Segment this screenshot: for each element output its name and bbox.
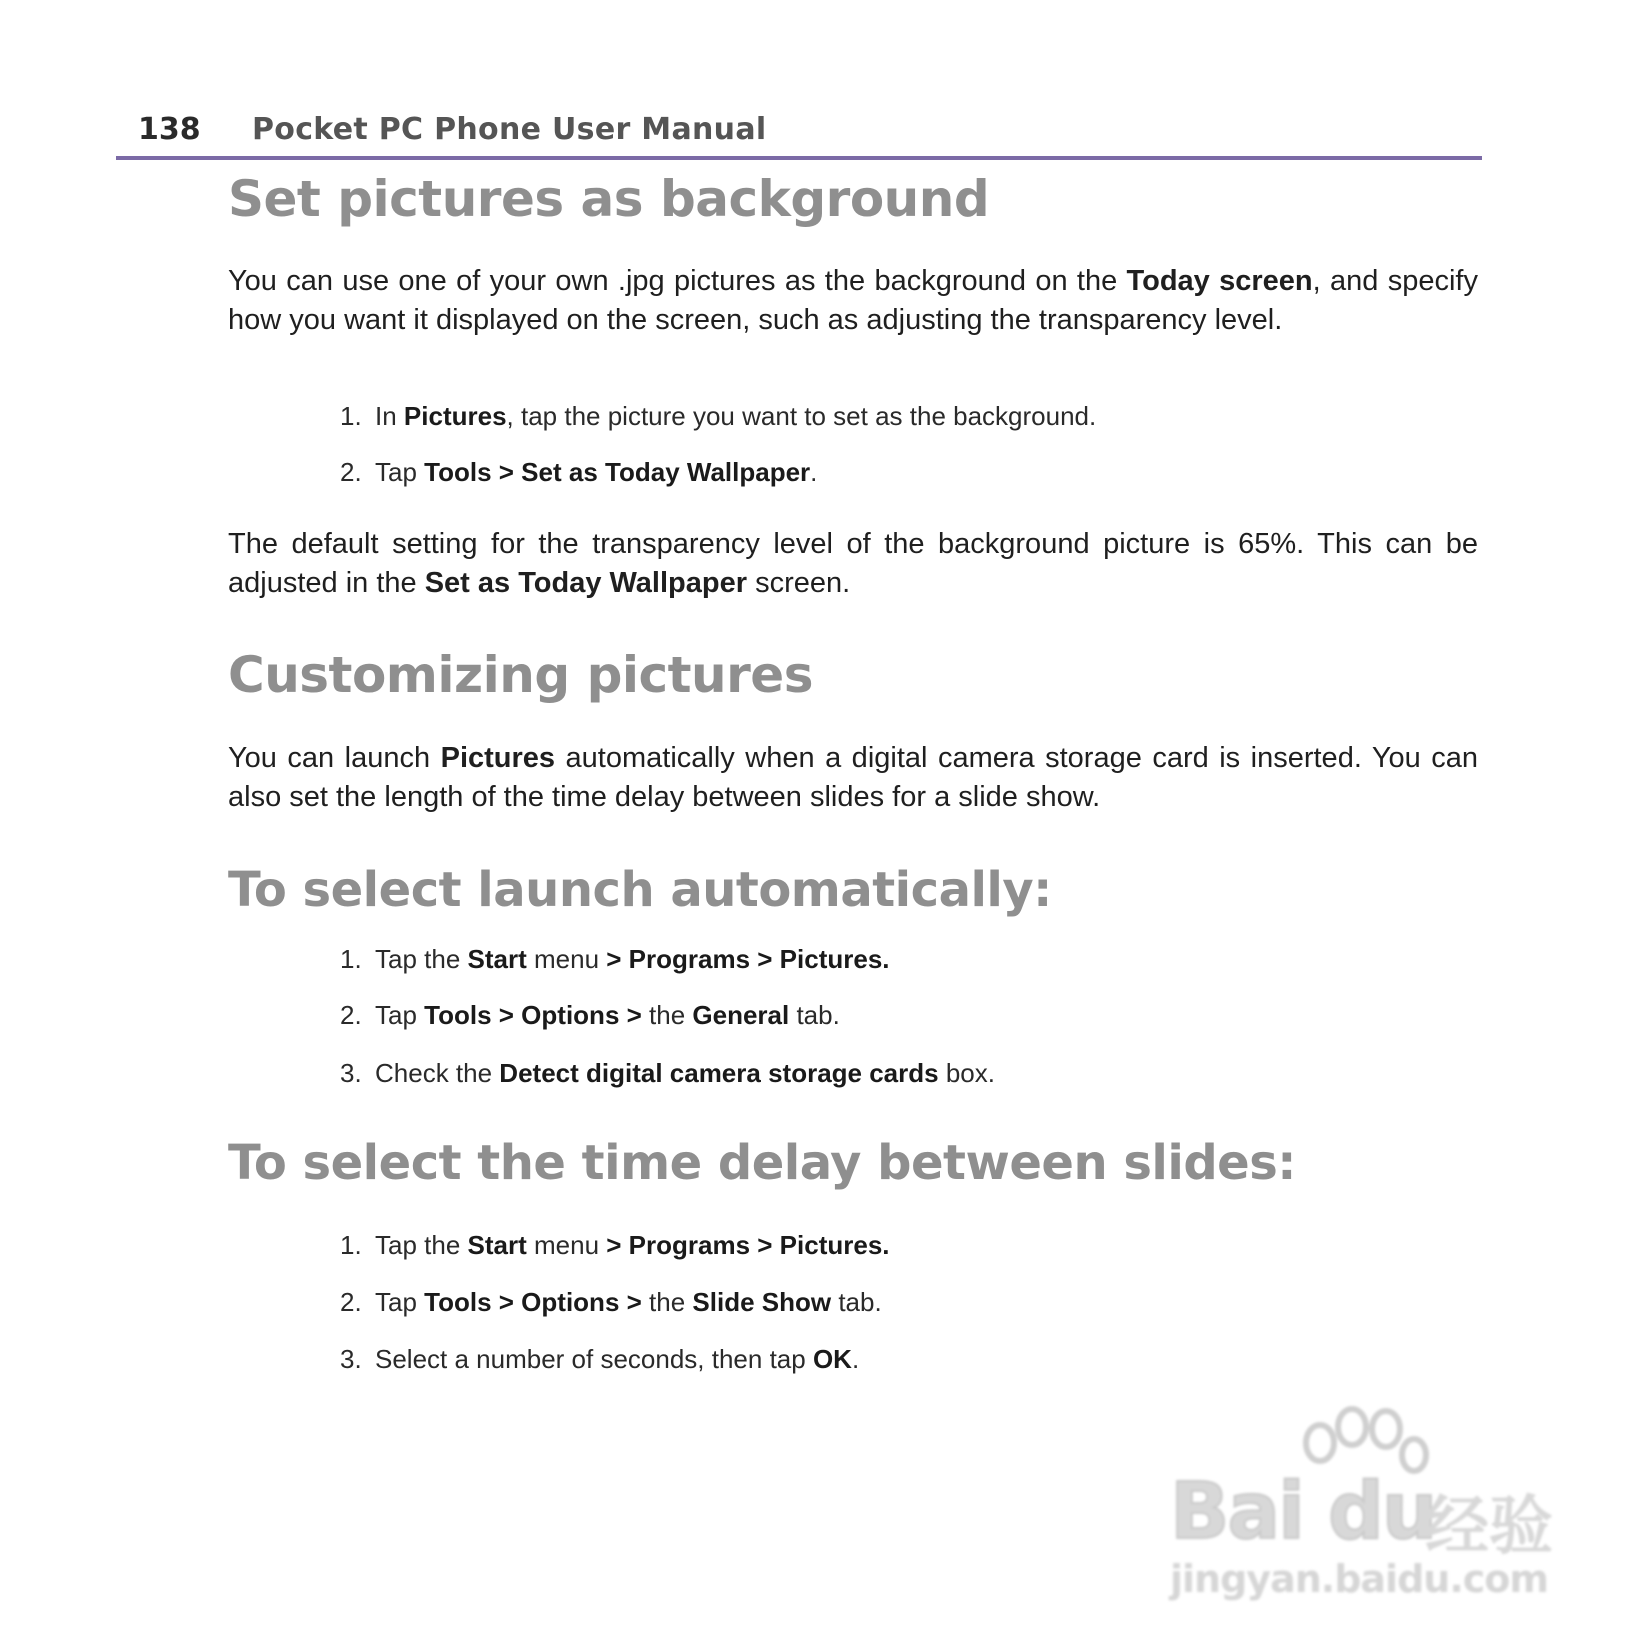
page-header bbox=[116, 112, 1482, 160]
bold-text-run: > Programs > Pictures. bbox=[606, 1230, 890, 1260]
bold-text-run: Pictures bbox=[403, 401, 507, 431]
step-number: 3. bbox=[340, 1058, 362, 1088]
text-run: Check the bbox=[375, 1058, 500, 1088]
text-run: box. bbox=[938, 1058, 995, 1088]
text-run: Tap bbox=[375, 1287, 425, 1317]
text-run: Select a number of seconds, then tap bbox=[375, 1344, 813, 1374]
page-number: 138 bbox=[138, 112, 201, 147]
bold-text-run: Tools > Set as Today Wallpaper bbox=[424, 457, 811, 487]
bold-text-run: Today screen bbox=[1126, 265, 1313, 297]
text-run: the bbox=[641, 1287, 693, 1317]
text-run: , and specify how you want it displayed on the screen, such as adjusting the transparency level. bbox=[228, 265, 1478, 336]
bold-text-run: Start bbox=[467, 1230, 527, 1260]
step-number: 2. bbox=[340, 1000, 362, 1030]
list-item bbox=[340, 1286, 882, 1318]
text-run: , tap the picture you want to set as the background. bbox=[506, 401, 1097, 431]
text-run: Tap bbox=[375, 1000, 425, 1030]
bold-text-run: Tools > Options > bbox=[424, 1287, 642, 1317]
step-number: 2. bbox=[340, 457, 362, 487]
bold-text-run: Slide Show bbox=[692, 1287, 832, 1317]
step-number: 1. bbox=[340, 944, 362, 974]
text-run: . bbox=[851, 1344, 860, 1374]
step-number: 2. bbox=[340, 1287, 362, 1317]
watermark-brand-cn: 经验 bbox=[1425, 1490, 1553, 1562]
paragraph-transparency-default bbox=[228, 525, 1478, 603]
bold-text-run: General bbox=[692, 1000, 790, 1030]
text-run: tab. bbox=[831, 1287, 882, 1317]
text-run: You can launch bbox=[228, 742, 441, 774]
text-run: screen. bbox=[747, 567, 851, 599]
text-run: In bbox=[375, 401, 404, 431]
paragraph-customizing-intro bbox=[228, 739, 1478, 817]
bold-text-run: Detect digital camera storage cards bbox=[499, 1058, 939, 1088]
bold-text-run: Set as Today Wallpaper bbox=[424, 567, 748, 599]
manual-title: Pocket PC Phone User Manual bbox=[252, 112, 767, 147]
heading-select-launch-automatically: To select launch automatically: bbox=[228, 862, 1052, 918]
bold-text-run: > Programs > Pictures. bbox=[606, 944, 890, 974]
step-number: 1. bbox=[340, 401, 362, 431]
bold-text-run: OK bbox=[812, 1344, 852, 1374]
text-run: tab. bbox=[789, 1000, 840, 1030]
list-item bbox=[340, 1343, 859, 1375]
list-item bbox=[340, 999, 840, 1031]
list-item bbox=[340, 400, 1096, 432]
bold-text-run: Pictures bbox=[440, 742, 556, 774]
text-run: The default setting for the transparency level of the background picture is 65%. This can be adjusted in the bbox=[228, 528, 1478, 599]
list-item bbox=[340, 943, 890, 975]
text-run: Tap the bbox=[375, 1230, 468, 1260]
watermark-brand: Bai du bbox=[1170, 1467, 1436, 1557]
bold-text-run: Tools > Options > bbox=[424, 1000, 642, 1030]
text-run: You can use one of your own .jpg pictures as the background on the bbox=[228, 265, 1127, 297]
text-run: . bbox=[810, 457, 818, 487]
text-run: Tap the bbox=[375, 944, 468, 974]
baidu-watermark bbox=[1170, 1405, 1560, 1605]
list-item bbox=[340, 456, 817, 488]
text-run: menu bbox=[526, 1230, 607, 1260]
step-number: 1. bbox=[340, 1230, 362, 1260]
list-item bbox=[340, 1057, 995, 1089]
text-run: Tap bbox=[375, 457, 425, 487]
text-run: the bbox=[641, 1000, 693, 1030]
bold-text-run: Start bbox=[467, 944, 527, 974]
list-item bbox=[340, 1229, 890, 1261]
text-run: menu bbox=[526, 944, 607, 974]
paragraph-background-intro bbox=[228, 262, 1478, 340]
heading-set-pictures-background: Set pictures as background bbox=[228, 170, 990, 228]
watermark-url: jingyan.baidu.com bbox=[1170, 1557, 1548, 1601]
heading-customizing-pictures: Customizing pictures bbox=[228, 646, 813, 704]
text-run: automatically when a digital camera storage card is inserted. You can also set the length of the time delay between slides for a slide show. bbox=[228, 742, 1479, 813]
heading-select-time-delay: To select the time delay between slides: bbox=[228, 1135, 1296, 1191]
step-number: 3. bbox=[340, 1344, 362, 1374]
